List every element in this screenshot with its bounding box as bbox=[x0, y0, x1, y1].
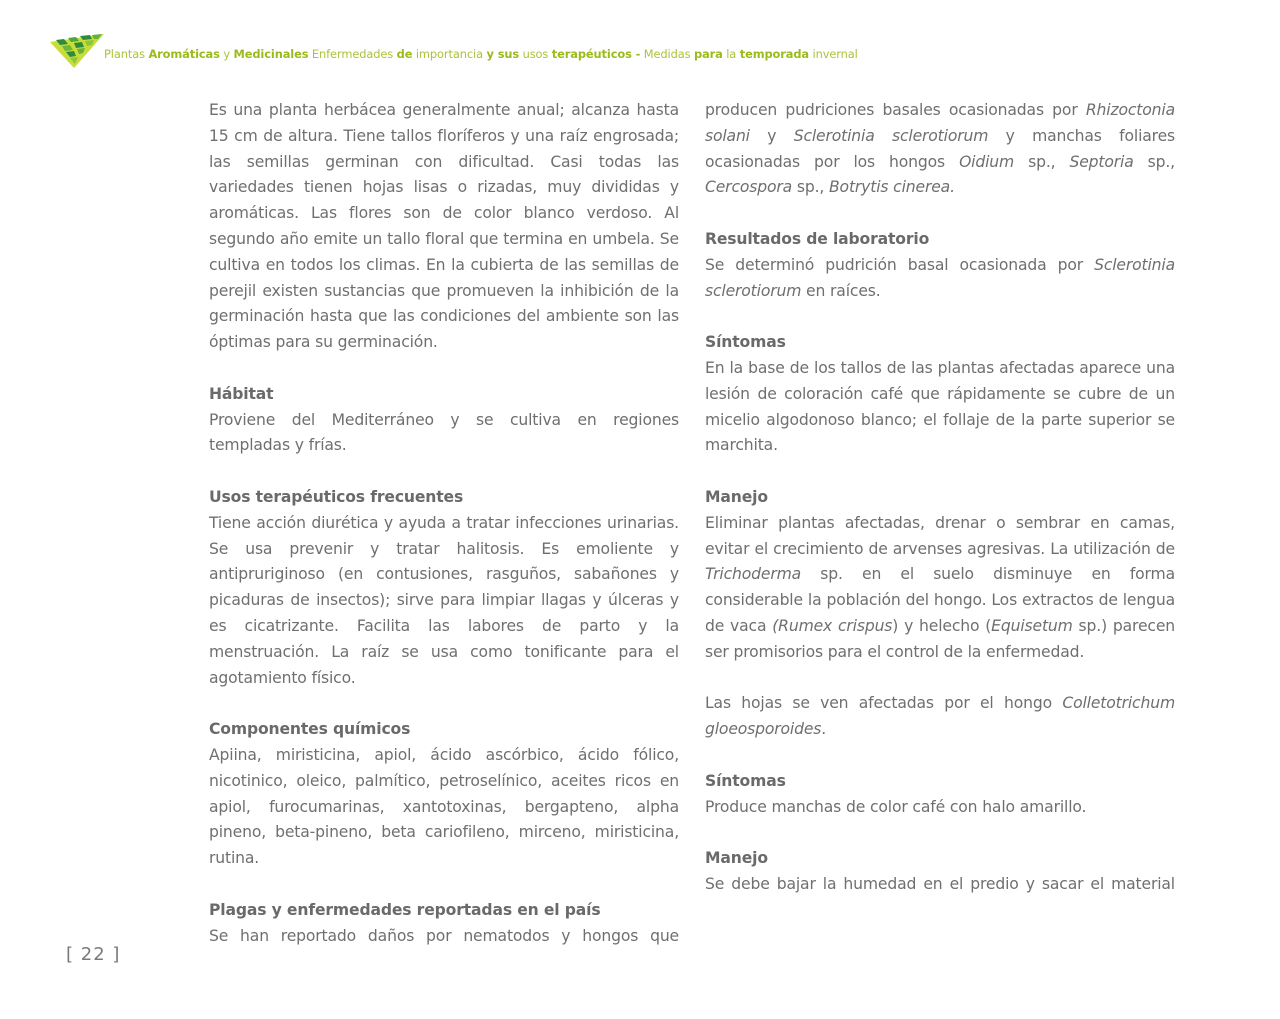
habitat-heading: Hábitat bbox=[209, 384, 274, 403]
usos-heading: Usos terapéuticos frecuentes bbox=[209, 487, 464, 506]
sintomas-heading-2: Síntomas bbox=[705, 771, 786, 790]
plagas-heading: Plagas y enfermedades reportadas en el país bbox=[209, 900, 601, 919]
left-column bbox=[209, 98, 679, 949]
manejo-heading-1: Manejo bbox=[705, 487, 768, 506]
sintomas-paragraph-1: En la base de los tallos de las plantas afectadas aparece una lesión de coloración café que rápidamente se cubre de un micelio algodonoso blanco; el follaje de la parte superior se marchita. bbox=[705, 358, 1175, 455]
manejo-paragraph-2: Se debe bajar la humedad en el predio y sacar el material bbox=[705, 874, 1175, 893]
sintomas-paragraph-2: Produce manchas de color café con halo amarillo. bbox=[705, 797, 1087, 816]
laboratorio-heading: Resultados de laboratorio bbox=[705, 229, 930, 248]
running-header bbox=[48, 30, 948, 70]
intro-paragraph: Es una planta herbácea generalmente anual; alcanza hasta 15 cm de altura. Tiene tallos floríferos y una raíz engrosada; las semillas germinan con dificultad. Casi todas las variedades tienen hojas lisas o rizadas, muy divididas y aromáticas. Las flores son de color blanco verdoso. Al segundo año emite un tallo floral que termina en umbela. Se cultiva en todos los climas. En la cubierta de las semillas de perejil existen sustancias que promueven la inhibición de la germinación hasta que las condiciones del ambiente son las óptimas para su germinación. bbox=[209, 101, 679, 352]
usos-paragraph: Tiene acción diurética y ayuda a tratar infecciones urinarias. Se usa prevenir y tratar halitosis. Es emoliente y antipruriginoso (en contusiones, rasguños, sabañones y picaduras de insectos); sirve para limpiar llagas y úlceras y es cicatrizante. Facilita las labores de parto y la menstruación. La raíz se usa como tonificante para el agotamiento físico. bbox=[209, 513, 679, 687]
sintomas-heading-1: Síntomas bbox=[705, 333, 786, 352]
manejo-heading-2: Manejo bbox=[705, 849, 768, 868]
habitat-paragraph: Proviene del Mediterráneo y se cultiva en regiones templadas y frías. bbox=[209, 410, 679, 455]
laboratorio-paragraph: Se determinó pudrición basal ocasionada por Sclerotinia sclerotiorum en raíces. bbox=[705, 255, 1175, 300]
hojas-paragraph: Las hojas se ven afectadas por el hongo Colletotrichum gloeosporoides. bbox=[705, 694, 1175, 739]
continuation-paragraph: producen pudriciones basales ocasionadas por Rhizoctonia solani y Sclerotinia sclerotiorum y manchas foliares ocasionadas por los hongos Oidium sp., Septoria sp., Cercospora sp., Botrytis cinerea. bbox=[705, 101, 1175, 197]
checkered-leaf-logo-icon bbox=[48, 32, 106, 68]
header-title: Plantas Aromáticas y Medicinales Enfermedades de importancia y sus usos terapéuticos - Medidas para la temporada invernal bbox=[104, 47, 858, 61]
componentes-heading: Componentes químicos bbox=[209, 720, 411, 739]
plagas-paragraph: Se han reportado daños por nematodos y hongos que bbox=[209, 926, 679, 945]
right-column bbox=[705, 98, 1175, 898]
page-number: [ 22 ] bbox=[66, 944, 121, 965]
componentes-paragraph: Apiina, miristicina, apiol, ácido ascórbico, ácido fólico, nicotinico, oleico, palmítico, petroselínico, aceites ricos en apiol, furocumarinas, xantotoxinas, bergapteno, alpha pineno, beta-pineno, beta cariofileno, mirceno, miristicina, rutina. bbox=[209, 745, 679, 868]
manejo-paragraph-1: Eliminar plantas afectadas, drenar o sembrar en camas, evitar el crecimiento de arvenses agresivas. La utilización de Trichoderma sp. en el suelo disminuye en forma considerable la población del hongo. Los extractos de lengua de vaca (Rumex crispus) y helecho (Equisetum sp.) parecen ser promisorios para el control de la enfermedad. bbox=[705, 513, 1175, 661]
